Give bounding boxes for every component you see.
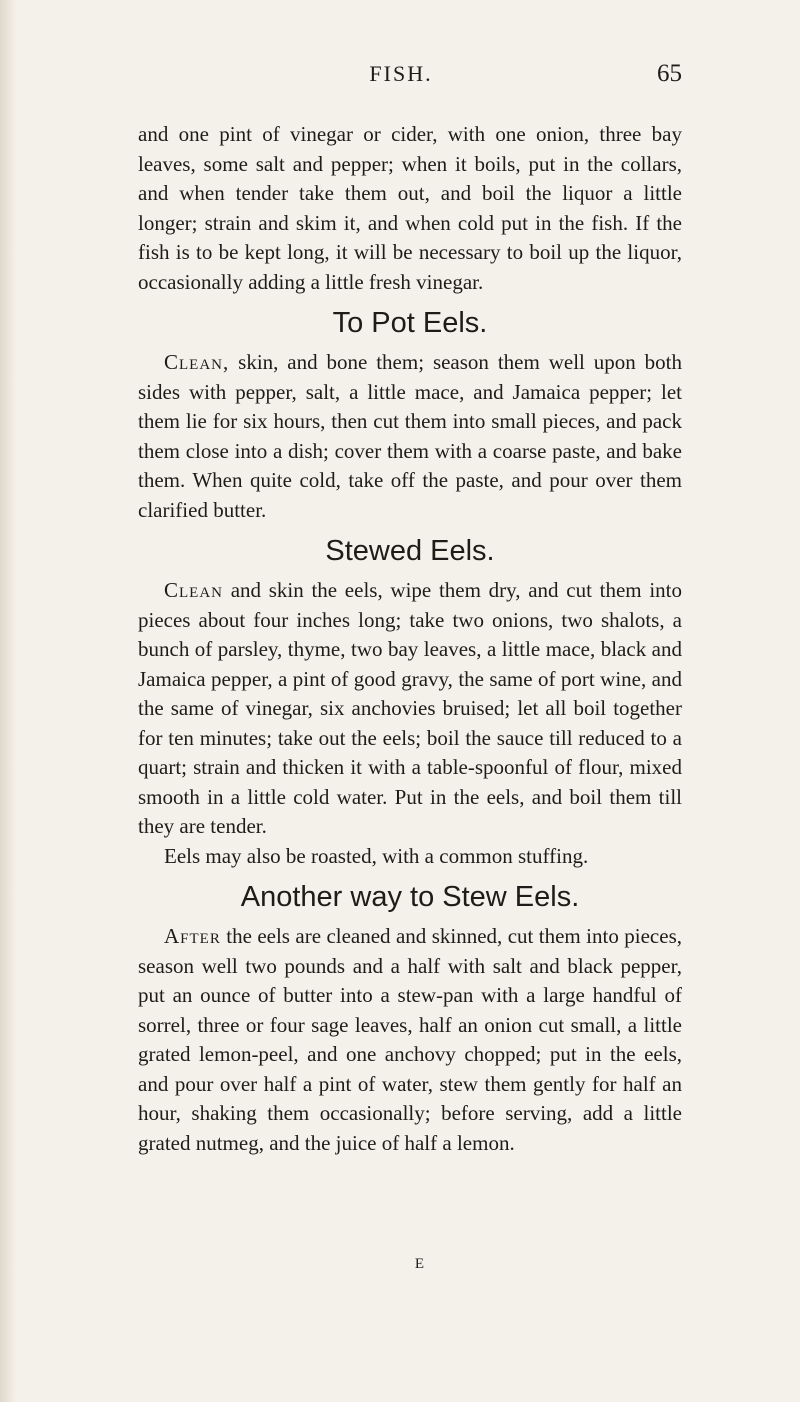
lead-word: Clean bbox=[164, 578, 223, 602]
recipe-title-another-way: Another way to Stew Eels. bbox=[240, 881, 580, 913]
signature-mark: E bbox=[414, 1256, 426, 1272]
paragraph-text: skin, and bone them; season them well upon both sides with pepper, salt, a little mace, and Jamaica pepper; let them lie for six hours, then cut them into small pieces, and pack them close into a dish; cover them with a coarse paste, and bake them. When quite cold, take off the paste, and pour over them clarified butter. bbox=[138, 350, 682, 522]
page-binding-edge bbox=[0, 0, 16, 1402]
continued-paragraph: and one pint of vinegar or cider, with one onion, three bay leaves, some salt and pepper; when it boils, put in the collars, and when tender take them out, and boil the liquor a little longer; strain and skim it, and when cold put in the fish. If the fish is to be kept long, it will be necessary to boil up the liquor, occasionally adding a little fresh vinegar. bbox=[138, 122, 682, 294]
recipe-paragraph bbox=[138, 576, 682, 842]
lead-word: Clean, bbox=[164, 350, 230, 374]
running-head bbox=[120, 56, 682, 92]
lead-word: After bbox=[164, 924, 221, 948]
recipe-paragraph bbox=[138, 348, 682, 525]
paragraph-text: Eels may also be roasted, with a common stuffing. bbox=[164, 843, 589, 868]
recipe-note bbox=[138, 842, 682, 872]
recipe-title-stewed-eels: Stewed Eels. bbox=[325, 535, 495, 567]
recipe-title-pot-eels: To Pot Eels. bbox=[332, 307, 488, 339]
recipe-paragraph bbox=[138, 922, 682, 1158]
text-body bbox=[138, 120, 682, 1158]
page-number: 65 bbox=[657, 60, 682, 87]
running-title: FISH. bbox=[369, 61, 433, 86]
paragraph-text: the eels are cleaned and skinned, cut them into pieces, season well two pounds and a half with salt and black pepper, put an ounce of butter into a stew-pan with a large handful of sorrel, three or four sage leaves, half an onion cut small, a little grated lemon-peel, and one anchovy chopped; put in the eels, and pour over half a pint of water, stew them gently for half an hour, shaking them occasionally; before serving, add a little grated nutmeg, and the juice of half a lemon. bbox=[138, 924, 682, 1155]
paragraph-text: and skin the eels, wipe them dry, and cut them into pieces about four inches long; take two onions, two shalots, a bunch of parsley, thyme, two bay leaves, a little mace, black and Jamaica pepper, a pint of good gravy, the same of port wine, and the same of vinegar, six anchovies bruised; let all boil together for ten minutes; take out the eels; boil the sauce till reduced to a quart; strain and thicken it with a table-spoonful of flour, mixed smooth in a little cold water. Put in the eels, and boil them till they are tender. bbox=[138, 578, 682, 838]
